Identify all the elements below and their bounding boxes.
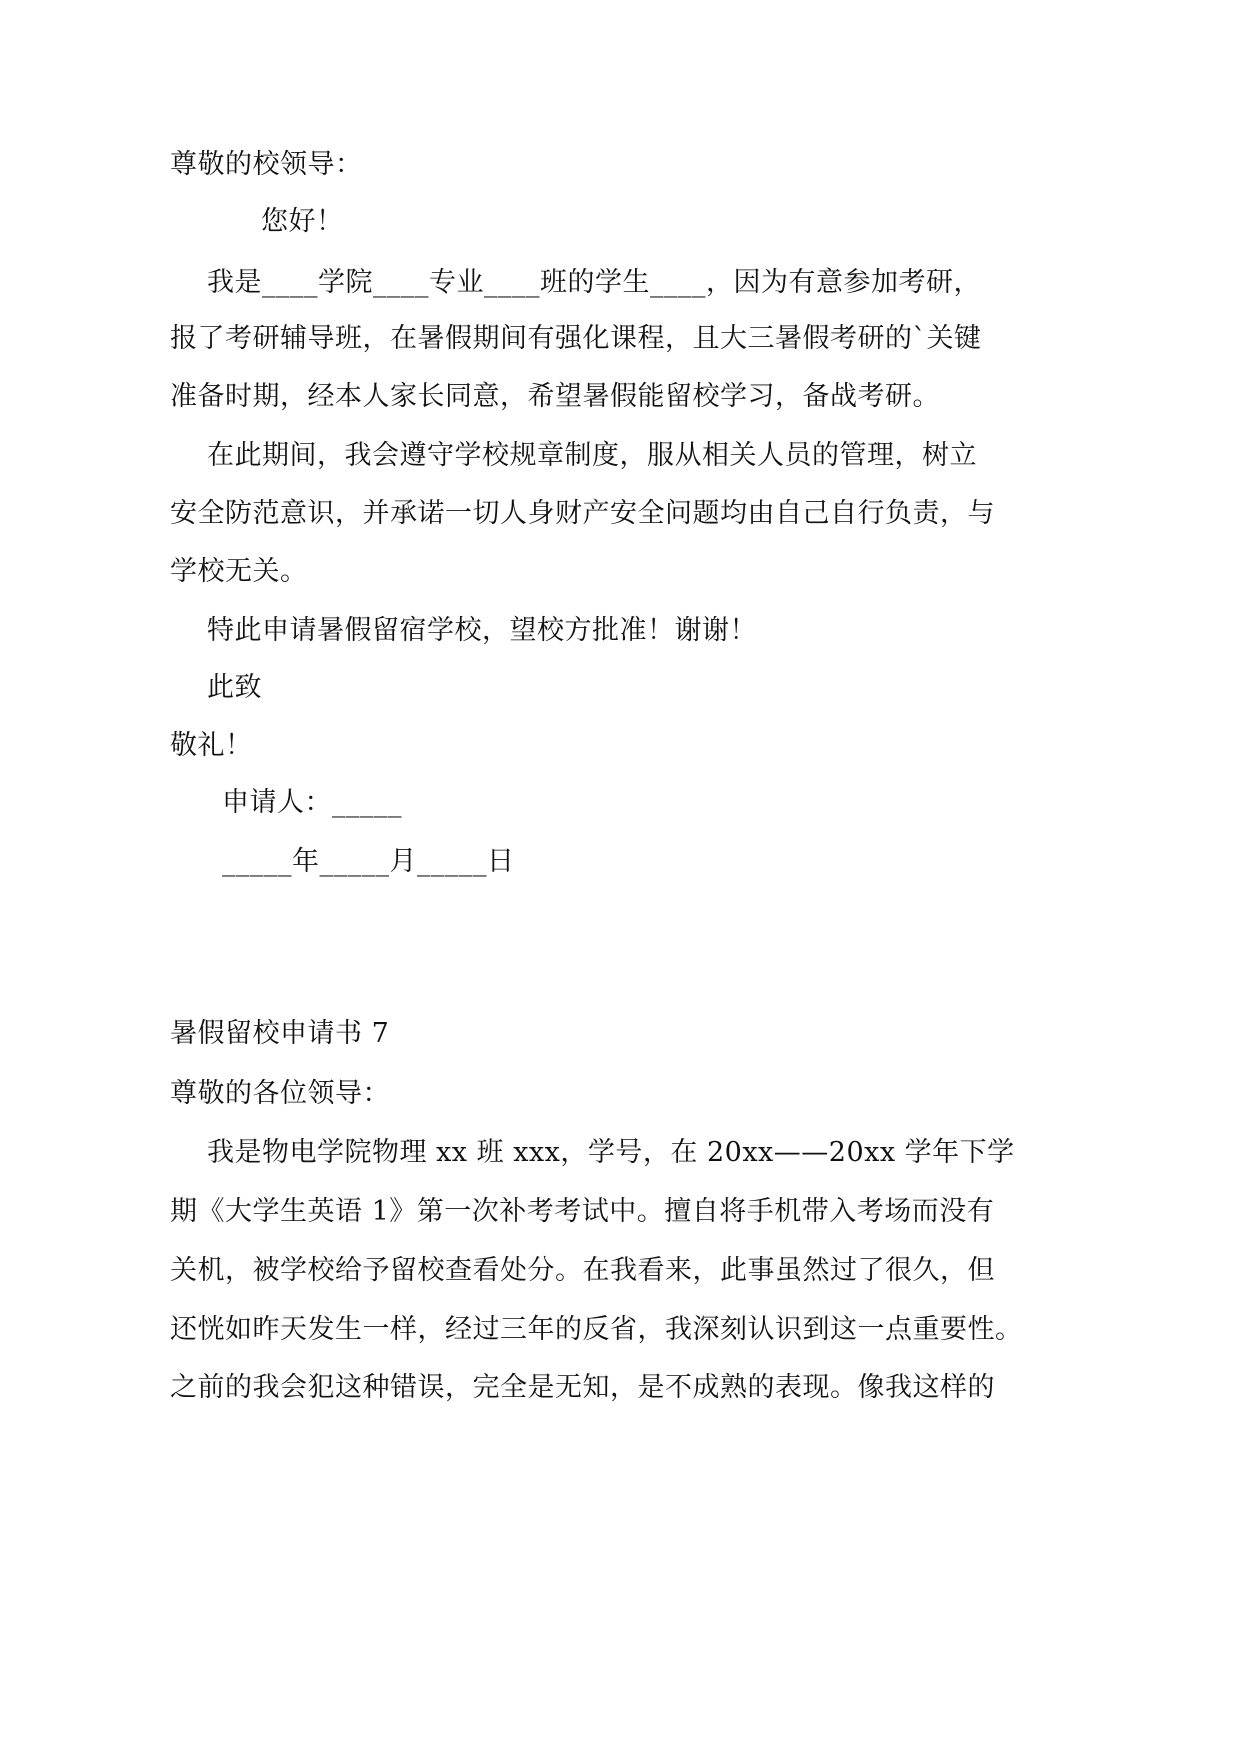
- letter1-para2-line2: 安全防范意识，并承诺一切人身财产安全问题均由自己自行负责，与: [170, 498, 995, 529]
- letter1-applicant: 申请人：_____: [222, 787, 402, 818]
- letter2-para1-line2: 期《大学生英语 1》第一次补考考试中。擅自将手机带入考场而没有: [170, 1196, 995, 1227]
- letter1-date: _____年_____月_____日: [222, 846, 515, 877]
- letter1-para3: 特此申请暑假留宿学校，望校方批准！谢谢！: [207, 615, 757, 646]
- letter1-closing-cizhi: 此致: [207, 672, 262, 703]
- letter1-para1-line3: 准备时期，经本人家长同意，希望暑假能留校学习，备战考研。: [170, 381, 940, 412]
- letter1-para1-line2: 报了考研辅导班，在暑假期间有强化课程，且大三暑假考研的`关键: [170, 323, 982, 354]
- letter2-para1-line4: 还恍如昨天发生一样，经过三年的反省，我深刻认识到这一点重要性。: [170, 1314, 1023, 1345]
- letter2-salutation: 尊敬的各位领导：: [170, 1078, 390, 1109]
- letter2-para1-line1: 我是物电学院物理 xx 班 xxx，学号，在 20xx——20xx 学年下学: [207, 1137, 1015, 1168]
- letter1-para1-line1: 我是____学院____专业____班的学生____，因为有意参加考研，: [207, 267, 981, 298]
- letter1-greeting: 您好！: [261, 206, 344, 237]
- letter2-title: 暑假留校申请书 7: [170, 1018, 390, 1049]
- letter1-para2-line3: 学校无关。: [170, 556, 308, 587]
- letter1-salutation: 尊敬的校领导：: [170, 149, 363, 180]
- letter2-para1-line5: 之前的我会犯这种错误，完全是无知，是不成熟的表现。像我这样的: [170, 1372, 995, 1403]
- letter1-closing-jingli: 敬礼！: [170, 730, 253, 761]
- letter1-para2-line1: 在此期间，我会遵守学校规章制度，服从相关人员的管理，树立: [207, 440, 977, 471]
- letter2-para1-line3: 关机，被学校给予留校查看处分。在我看来，此事虽然过了很久，但: [170, 1255, 995, 1286]
